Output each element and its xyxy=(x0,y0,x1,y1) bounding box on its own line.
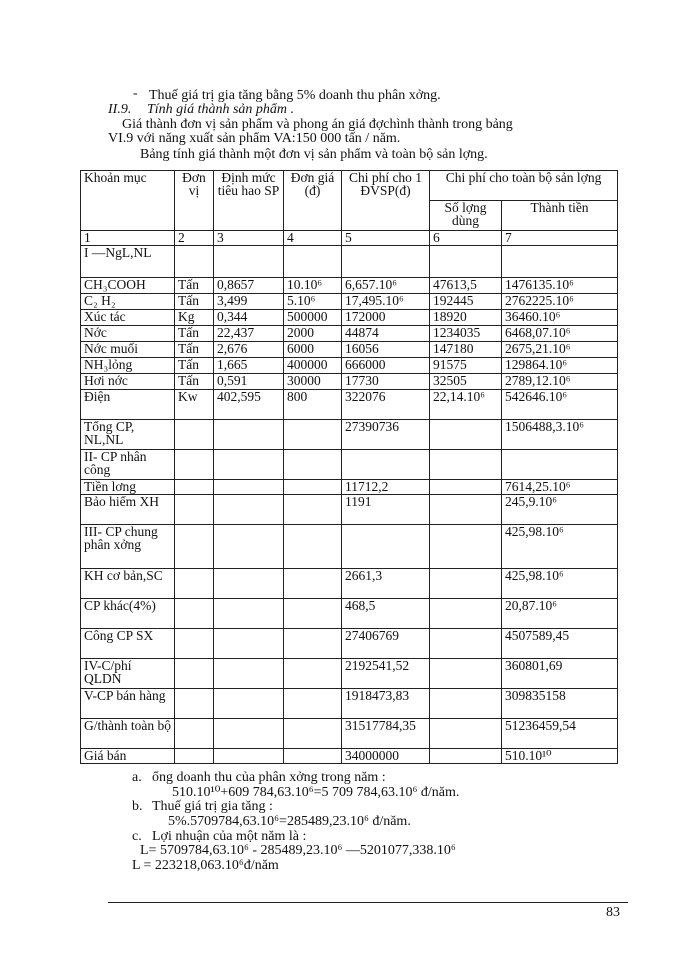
table-cell: 666000 xyxy=(342,358,430,374)
table-cell: 0,591 xyxy=(214,374,284,390)
table-cell: 542646.10⁶ xyxy=(502,390,618,420)
table-cell xyxy=(175,659,214,689)
table-row xyxy=(81,310,618,326)
table-cell: 91575 xyxy=(430,358,502,374)
table-cell: C₂ H₂ xyxy=(81,294,175,310)
table-cell xyxy=(175,719,214,749)
table-cell xyxy=(430,629,502,659)
table-cell xyxy=(175,246,214,278)
table-row xyxy=(81,420,618,450)
table-cell: 27406769 xyxy=(342,629,430,659)
table-row xyxy=(81,569,618,599)
table-cell: 402,595 xyxy=(214,390,284,420)
table-row xyxy=(81,358,618,374)
header-price: Đơn giá (đ) xyxy=(284,171,342,231)
table-cell: 11712,2 xyxy=(342,480,430,495)
table-cell xyxy=(175,450,214,480)
table-cell: 3,499 xyxy=(214,294,284,310)
table-row xyxy=(81,659,618,689)
table-row xyxy=(81,294,618,310)
table-cell xyxy=(175,689,214,719)
note-c-label: c. xyxy=(132,829,142,844)
table-cell xyxy=(430,599,502,629)
table-cell: 1506488,3.10⁶ xyxy=(502,420,618,450)
table-cell xyxy=(342,246,430,278)
table-row xyxy=(81,342,618,358)
table-cell: 129864.10⁶ xyxy=(502,358,618,374)
table-row xyxy=(81,495,618,525)
cost-table-body xyxy=(81,246,618,764)
header-quantity: Số lợng dùng xyxy=(430,201,502,231)
table-cell: 500000 xyxy=(284,310,342,326)
table-cell xyxy=(502,246,618,278)
note-a-label: a. xyxy=(132,770,142,785)
note-c-formula: L= 5709784,63.10⁶ - 285489,23.10⁶ —5201077,338.10⁶ xyxy=(140,843,456,858)
table-cell: 17,495.10⁶ xyxy=(342,294,430,310)
table-cell xyxy=(214,749,284,764)
table-cell: 20,87.10⁶ xyxy=(502,599,618,629)
table-cell xyxy=(175,749,214,764)
note-b-formula: 5%.5709784,63.10⁶=285489,23.10⁶ đ/năm. xyxy=(168,814,411,829)
table-cell: 7614,25.10⁶ xyxy=(502,480,618,495)
table-row xyxy=(81,719,618,749)
table-cell xyxy=(342,450,430,480)
table-cell xyxy=(284,450,342,480)
table-cell xyxy=(175,599,214,629)
table-cell: II- CP nhân công xyxy=(81,450,175,480)
table-cell: Tấn xyxy=(175,374,214,390)
table-cell xyxy=(175,525,214,569)
table-cell: 400000 xyxy=(284,358,342,374)
table-cell: Công CP SX xyxy=(81,629,175,659)
header-total-group: Chi phí cho toàn bộ sản lợng xyxy=(430,171,618,201)
table-cell xyxy=(430,246,502,278)
table-cell: Tấn xyxy=(175,342,214,358)
table-row xyxy=(81,390,618,420)
table-cell xyxy=(430,480,502,495)
table-cell xyxy=(284,420,342,450)
table-cell: 1234035 xyxy=(430,326,502,342)
table-cell: 0,344 xyxy=(214,310,284,326)
table-cell: Tấn xyxy=(175,358,214,374)
table-cell xyxy=(214,495,284,525)
table-cell xyxy=(284,719,342,749)
table-cell: Kg xyxy=(175,310,214,326)
table-cell: 2675,21.10⁶ xyxy=(502,342,618,358)
table-cell: Điện xyxy=(81,390,175,420)
table-cell xyxy=(284,569,342,599)
table-row xyxy=(81,246,618,278)
table-row xyxy=(81,450,618,480)
table-cell: Kw xyxy=(175,390,214,420)
table-row xyxy=(81,374,618,390)
table-cell: III- CP chung phân xởng xyxy=(81,525,175,569)
table-cell: 30000 xyxy=(284,374,342,390)
table-cell: Nớc muối xyxy=(81,342,175,358)
table-cell xyxy=(342,525,430,569)
table-cell xyxy=(175,569,214,599)
table-cell: 17730 xyxy=(342,374,430,390)
table-cell: 192445 xyxy=(430,294,502,310)
table-row xyxy=(81,749,618,764)
table-cell: 2661,3 xyxy=(342,569,430,599)
table-cell: 510.10¹⁰ xyxy=(502,749,618,764)
table-cell: 6,657.10⁶ xyxy=(342,278,430,294)
table-cell xyxy=(430,495,502,525)
table-cell: V-CP bán hàng xyxy=(81,689,175,719)
table-cell xyxy=(284,689,342,719)
table-cell: 322076 xyxy=(342,390,430,420)
note-a-formula: 510.10¹⁰+609 784,63.10⁶=5 709 784,63.10⁶ đ/năm. xyxy=(172,785,460,800)
table-cell: Nớc xyxy=(81,326,175,342)
table-cell: 172000 xyxy=(342,310,430,326)
table-cell: 34000000 xyxy=(342,749,430,764)
table-cell: 27390736 xyxy=(342,420,430,450)
table-cell xyxy=(214,689,284,719)
table-row xyxy=(81,278,618,294)
header-norm: Định mức tiêu hao SP xyxy=(214,171,284,231)
section-title: Tính giá thành sản phẩm . xyxy=(147,102,295,117)
intro-paragraph-line-1: Giá thành đơn vị sản phẩm và phong án giá đợchình thành trong bảng xyxy=(122,117,513,132)
table-cell: 1918473,83 xyxy=(342,689,430,719)
table-cell xyxy=(175,420,214,450)
header-unit: Đơn vị xyxy=(175,171,214,231)
table-cell xyxy=(284,525,342,569)
table-cell xyxy=(214,599,284,629)
table-cell xyxy=(284,495,342,525)
column-number: 1 xyxy=(81,231,175,246)
table-cell: 425,98.10⁶ xyxy=(502,525,618,569)
table-cell: 44874 xyxy=(342,326,430,342)
table-cell: I —NgL,NL xyxy=(81,246,175,278)
note-c-text: Lợi nhuận của một năm là : xyxy=(152,829,307,844)
table-cell xyxy=(284,749,342,764)
table-cell: IV-C/phí QLDN xyxy=(81,659,175,689)
table-cell: CP khác(4%) xyxy=(81,599,175,629)
vat-bullet: - xyxy=(133,86,138,101)
note-b-label: b. xyxy=(132,799,143,814)
header-amount: Thành tiền xyxy=(502,201,618,231)
table-cell: 309835158 xyxy=(502,689,618,719)
table-cell: 10.10⁶ xyxy=(284,278,342,294)
table-cell: CH₃COOH xyxy=(81,278,175,294)
table-cell: 425,98.10⁶ xyxy=(502,569,618,599)
table-cell: 5.10⁶ xyxy=(284,294,342,310)
table-cell xyxy=(430,450,502,480)
cost-table xyxy=(80,170,618,764)
table-cell: Giá bán xyxy=(81,749,175,764)
table-cell: 800 xyxy=(284,390,342,420)
table-cell: 2000 xyxy=(284,326,342,342)
table-cell: NH₃lỏng xyxy=(81,358,175,374)
intro-paragraph-line-2: VI.9 với năng xuất sản phẩm VA:150 000 tấn / năm. xyxy=(108,131,401,146)
table-cell xyxy=(214,480,284,495)
table-cell: Tổng CP, NL,NL xyxy=(81,420,175,450)
table-cell: 36460.10⁶ xyxy=(502,310,618,326)
column-number: 3 xyxy=(214,231,284,246)
table-cell: 245,9.10⁶ xyxy=(502,495,618,525)
table-cell: 16056 xyxy=(342,342,430,358)
table-cell xyxy=(430,569,502,599)
table-cell: Hơi nớc xyxy=(81,374,175,390)
table-cell: 1,665 xyxy=(214,358,284,374)
table-cell xyxy=(214,659,284,689)
table-cell xyxy=(214,525,284,569)
table-cell xyxy=(430,749,502,764)
table-cell: Xúc tác xyxy=(81,310,175,326)
table-cell xyxy=(214,629,284,659)
table-cell: 1476135.10⁶ xyxy=(502,278,618,294)
table-cell: 51236459,54 xyxy=(502,719,618,749)
table-cell xyxy=(284,599,342,629)
column-number: 5 xyxy=(342,231,430,246)
table-cell: 2192541,52 xyxy=(342,659,430,689)
table-cell: 468,5 xyxy=(342,599,430,629)
table-cell xyxy=(214,450,284,480)
header-row-top xyxy=(81,171,618,201)
header-unit-cost: Chi phí cho 1 ĐVSP(đ) xyxy=(342,171,430,231)
table-cell: Tiền lơng xyxy=(81,480,175,495)
table-row xyxy=(81,629,618,659)
table-cell: 18920 xyxy=(430,310,502,326)
table-cell: 31517784,35 xyxy=(342,719,430,749)
table-cell xyxy=(502,450,618,480)
table-row xyxy=(81,480,618,495)
table-cell xyxy=(284,629,342,659)
table-cell xyxy=(430,719,502,749)
table-row xyxy=(81,599,618,629)
table-cell: 2762225.10⁶ xyxy=(502,294,618,310)
table-cell xyxy=(175,629,214,659)
table-cell xyxy=(175,495,214,525)
header-item: Khoản mục xyxy=(81,171,175,231)
table-row xyxy=(81,326,618,342)
table-cell xyxy=(214,719,284,749)
column-number: 2 xyxy=(175,231,214,246)
table-cell: 22,437 xyxy=(214,326,284,342)
table-cell xyxy=(214,569,284,599)
table-cell: 1191 xyxy=(342,495,430,525)
table-cell: 2789,12.10⁶ xyxy=(502,374,618,390)
table-cell: KH cơ bản,SC xyxy=(81,569,175,599)
table-cell: 2,676 xyxy=(214,342,284,358)
table-cell xyxy=(175,480,214,495)
table-cell: 6468,07.10⁶ xyxy=(502,326,618,342)
table-cell xyxy=(214,420,284,450)
table-cell: Bảo hiểm XH xyxy=(81,495,175,525)
table-cell: Tấn xyxy=(175,326,214,342)
table-cell: 0,8657 xyxy=(214,278,284,294)
note-a-text: ổng doanh thu của phân xởng trong năm : xyxy=(152,770,386,785)
column-number-row xyxy=(81,231,618,246)
table-cell: 6000 xyxy=(284,342,342,358)
table-row xyxy=(81,689,618,719)
note-c-result: L = 223218,063.10⁶đ/năm xyxy=(132,858,279,873)
table-cell xyxy=(430,659,502,689)
table-cell: 32505 xyxy=(430,374,502,390)
table-caption: Bảng tính giá thành một đơn vị sản phẩm và toàn bộ sản lợng. xyxy=(140,147,488,162)
section-number: II.9. xyxy=(108,102,132,117)
note-b-text: Thuế giá trị gia tăng : xyxy=(152,799,273,814)
table-cell: 22,14.10⁶ xyxy=(430,390,502,420)
table-cell xyxy=(214,246,284,278)
page-number: 83 xyxy=(606,905,620,920)
table-cell xyxy=(430,525,502,569)
table-cell: 360801,69 xyxy=(502,659,618,689)
table-cell: Tấn xyxy=(175,278,214,294)
vat-line: Thuế giá trị gia tăng bằng 5% doanh thu phân xởng. xyxy=(149,88,441,103)
table-cell: 47613,5 xyxy=(430,278,502,294)
table-row xyxy=(81,525,618,569)
table-cell: Tấn xyxy=(175,294,214,310)
table-cell: G/thành toàn bộ xyxy=(81,719,175,749)
column-number: 7 xyxy=(502,231,618,246)
column-number: 4 xyxy=(284,231,342,246)
table-cell: 4507589,45 xyxy=(502,629,618,659)
table-cell xyxy=(284,659,342,689)
table-cell xyxy=(284,246,342,278)
table-cell xyxy=(430,689,502,719)
table-cell xyxy=(284,480,342,495)
footer-rule xyxy=(108,902,628,903)
table-cell: 147180 xyxy=(430,342,502,358)
column-number: 6 xyxy=(430,231,502,246)
table-cell xyxy=(430,420,502,450)
